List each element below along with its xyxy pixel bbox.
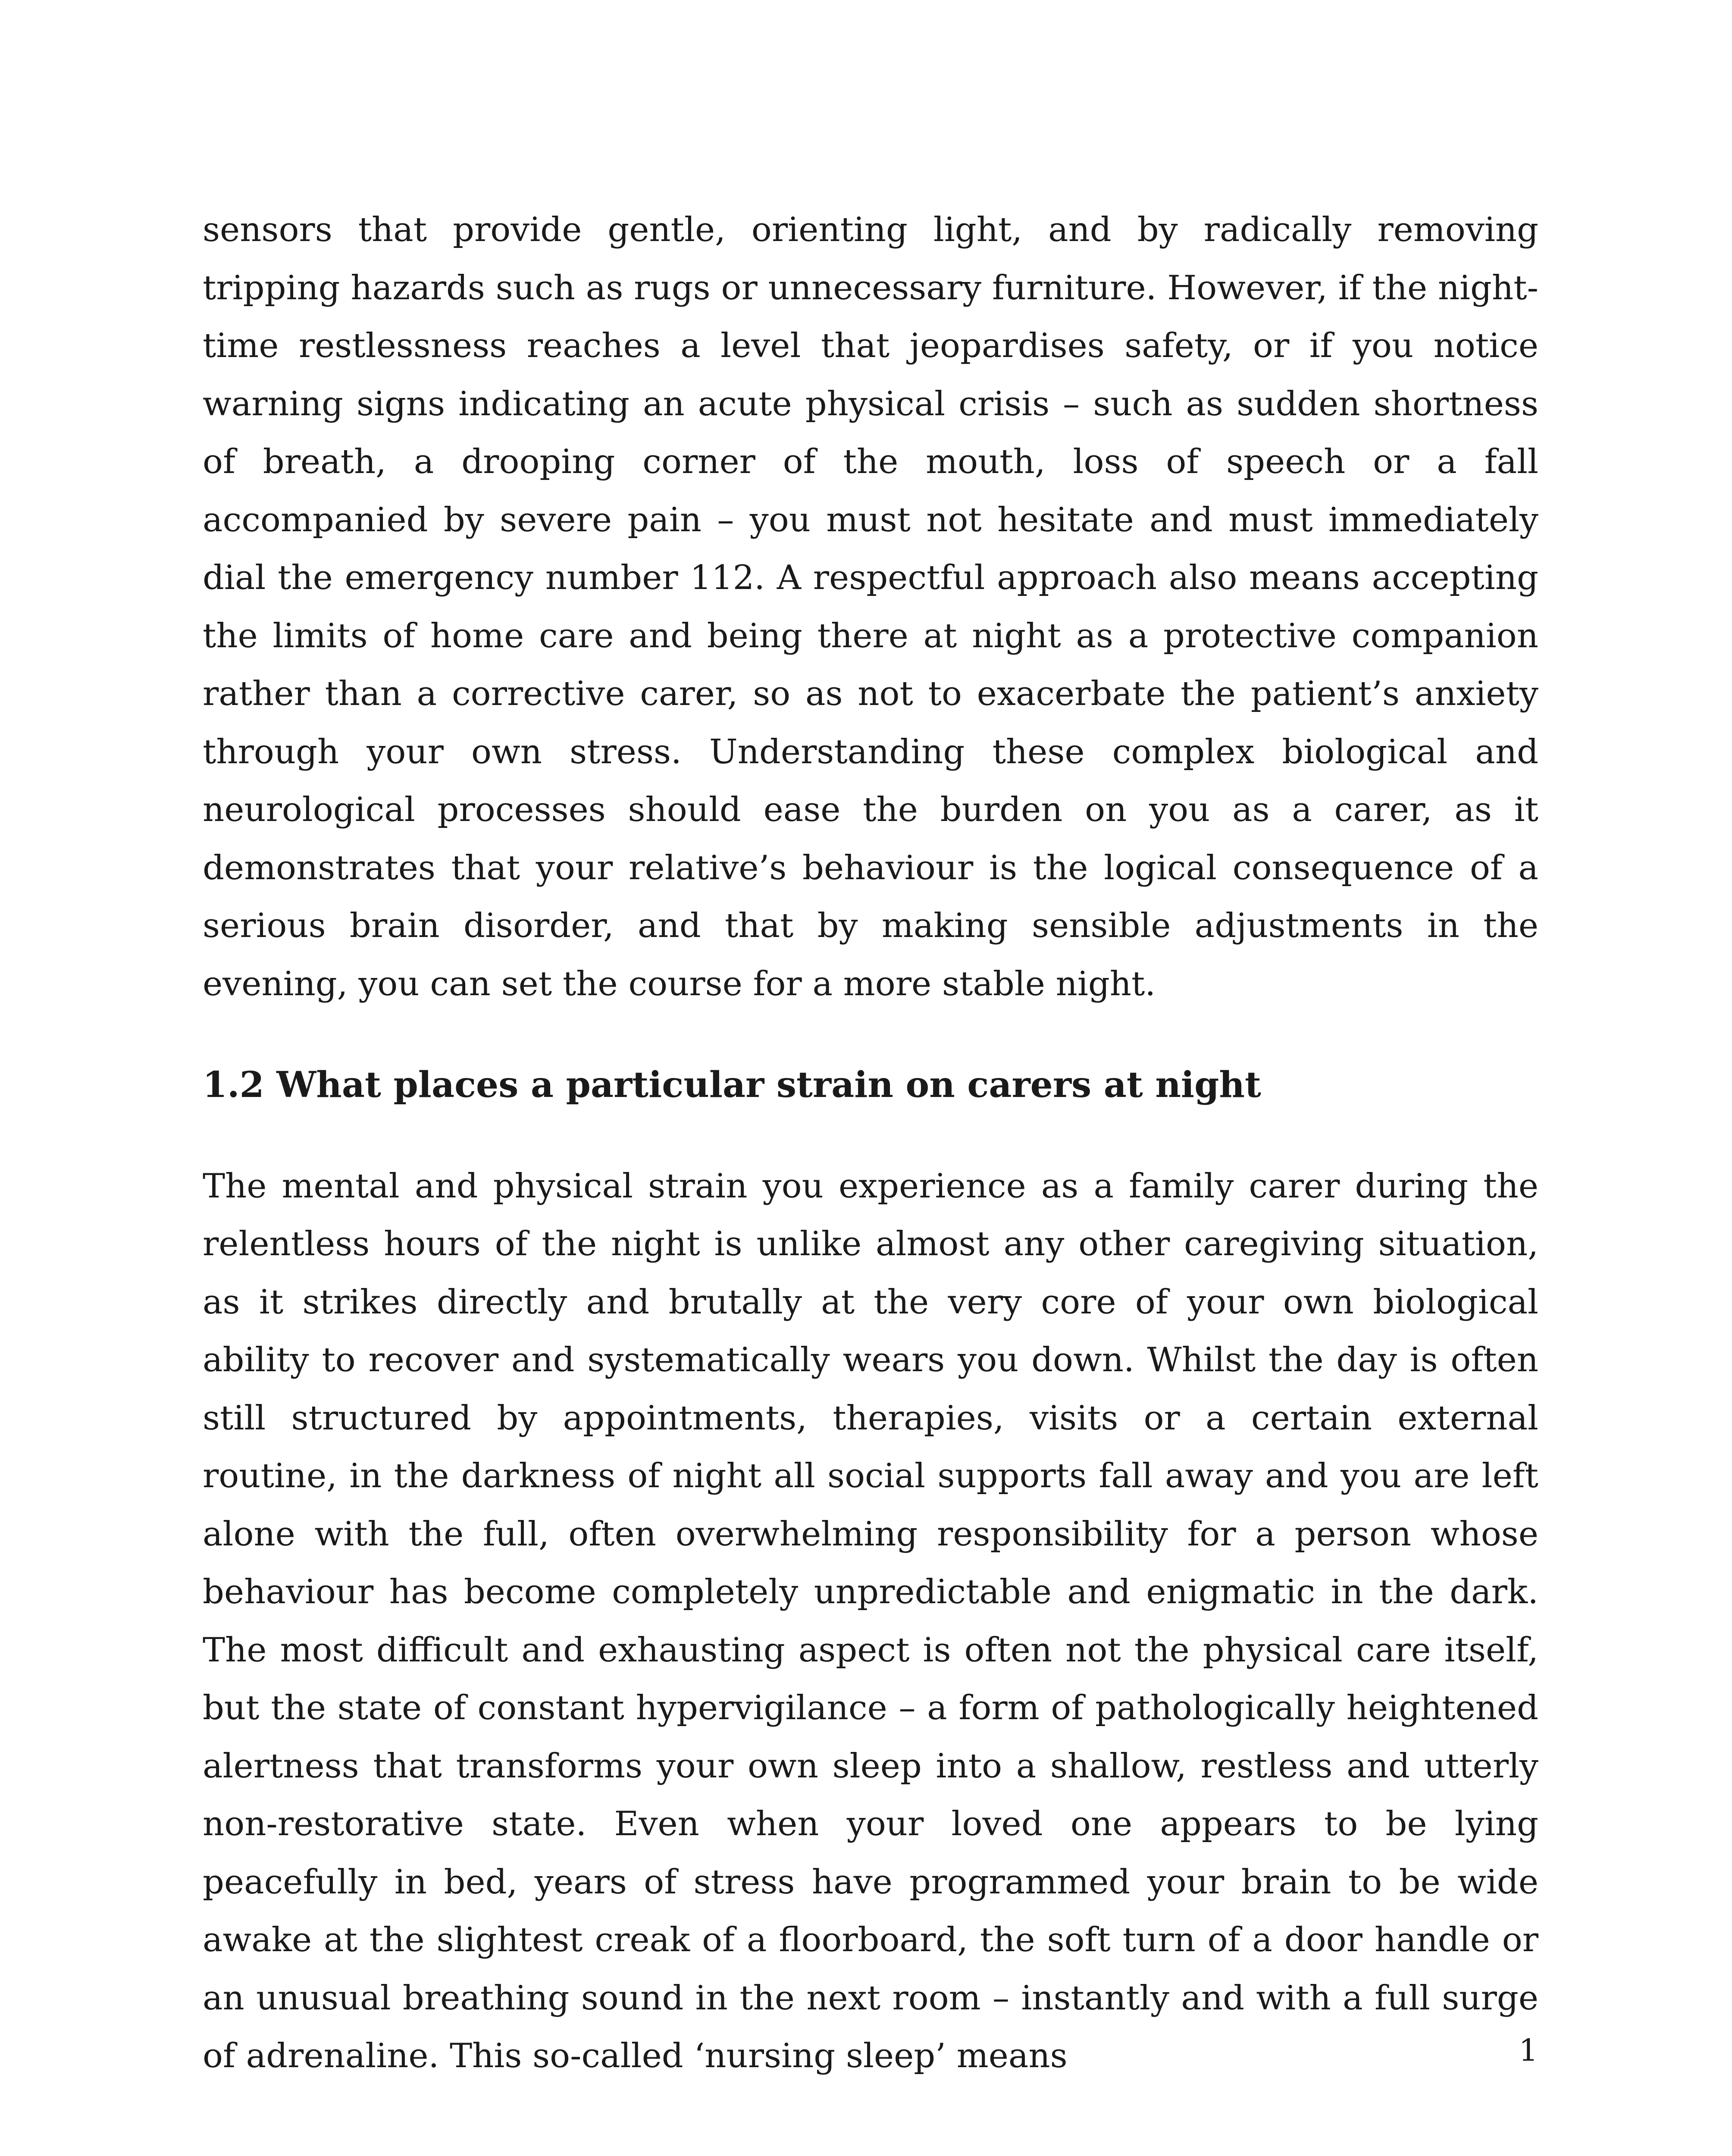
spacer (203, 1114, 1538, 1157)
spacer (203, 1013, 1538, 1056)
page-body (203, 201, 1538, 2085)
body-paragraph: The mental and physical strain you experience as a family carer during the relentless hours of the night is unlike almost any other caregiving situation, as it strikes directly and brutally at the very core of your own biological ability to recover and systematically wears you down. Whilst the day is often still structured by appointments, therapies, visits or a certain external routine, in the darkness of night all social supports fall away and you are left alone with the full, often overwhelming responsibility for a person whose behaviour has become completely unpredictable and enigmatic in the dark. The most difficult and exhausting aspect is often not the physical care itself, but the state of constant hypervigilance – a form of pathologically heightened alertness that transforms your own sleep into a shallow, restless and utterly non-restorative state. Even when your loved one appears to be lying peacefully in bed, years of stress have programmed your brain to be wide awake at the slightest creak of a floorboard, the soft turn of a door handle or an unusual breathing sound in the next room – instantly and with a full surge of adrenaline. This so-called ‘nursing sleep’ means (203, 1166, 1538, 2075)
page-number: 1 (1519, 2033, 1538, 2068)
section-heading: 1.2 What places a particular strain on carers at night (203, 1064, 1261, 1106)
body-paragraph: sensors that provide gentle, orienting light, and by radically removing tripping hazards such as rugs or unnecessary furniture. However, if the night-time restlessness reaches a level that jeopardises safety, or if you notice warning signs indicating an acute physical crisis – such as sudden shortness of breath, a drooping corner of the mouth, loss of speech or a fall accompanied by severe pain – you must not hesitate and must immediately dial the emergency number 112. A respectful approach also means accepting the limits of home care and being there at night as a protective companion rather than a corrective carer, so as not to exacerbate the patient’s anxiety through your own stress. Understanding these complex biological and neurological processes should ease the burden on you as a carer, as it demonstrates that your relative’s behaviour is the logical consequence of a serious brain disorder, and that by making sensible adjustments in the evening, you can set the course for a more stable night. (203, 210, 1538, 1003)
